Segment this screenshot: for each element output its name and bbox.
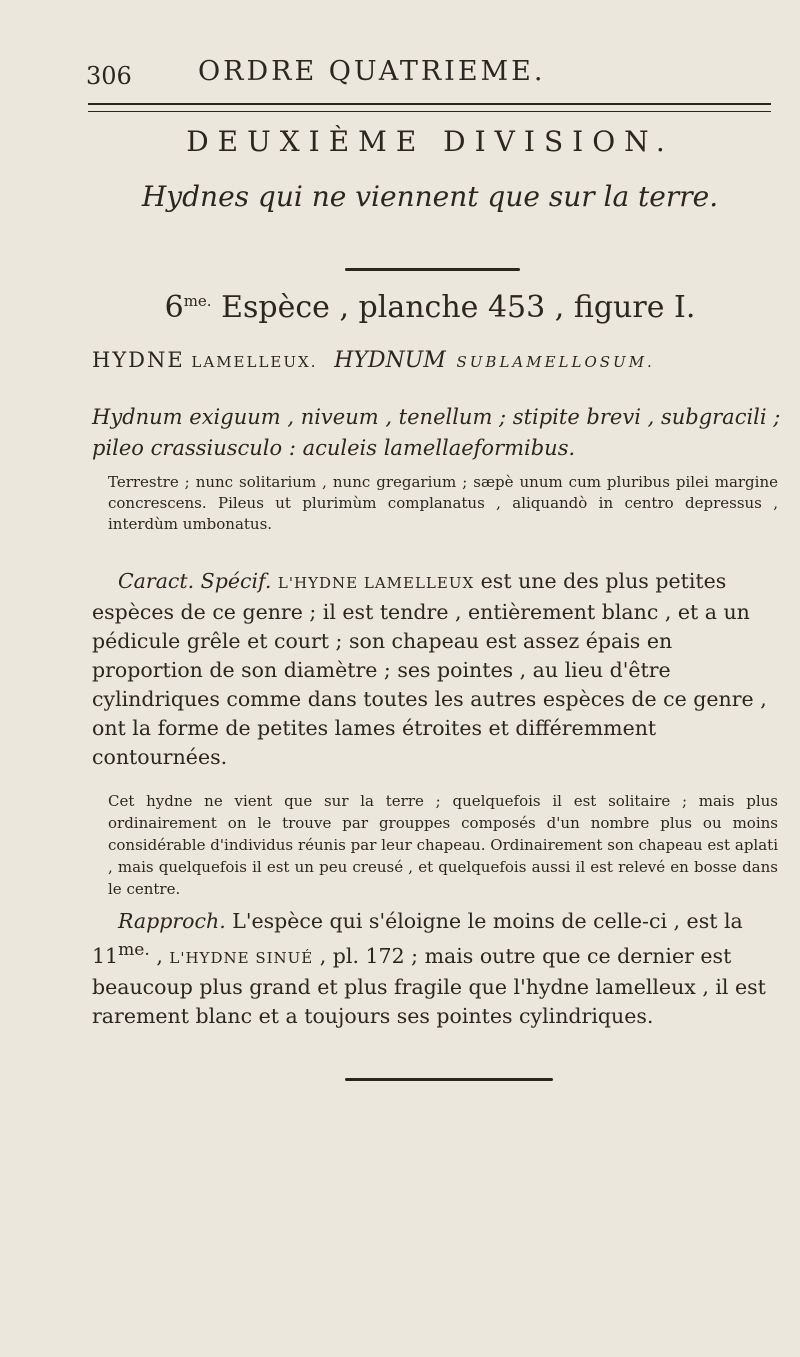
rapproch-ordinal-suffix: me. bbox=[118, 940, 150, 960]
latin-description-text: exiguum , niveum , tenellum ; stipite brevi , subgracili ; pileo crassiusculo : aculeis lamellaeformibus. bbox=[92, 405, 781, 460]
division-title: DEUXIÈME DIVISION. bbox=[186, 125, 674, 158]
running-head bbox=[86, 52, 766, 92]
french-genus: HYDNE bbox=[92, 348, 185, 372]
header-rule bbox=[88, 103, 771, 112]
rapproch-text-3: , pl. 172 ; mais outre que ce dernier est beaucoup plus grand et plus fragile que l'hydne lamelleux , il est rarement blanc et a toujours ses pointes cylindriques. bbox=[92, 943, 766, 1028]
caract-label: Caract. Spécif. bbox=[118, 569, 272, 593]
latin-description bbox=[92, 402, 782, 464]
caract-paragraph bbox=[92, 567, 782, 772]
latin-description-lead: Hydnum bbox=[92, 405, 183, 429]
french-epithet: LAMELLEUX. bbox=[191, 353, 318, 371]
species-ordinal: 6 bbox=[164, 290, 184, 325]
running-title: ORDRE QUATRIEME. bbox=[198, 56, 546, 87]
caract-text: est une des plus petites espèces de ce genre ; il est tendre , entièrement blanc , et a un pédicule grêle et court ; son chapeau est assez épais en proportion de son diamètre ; ses pointes , au lieu d'être cylindriques comme dans toutes les autres espèces de ce genre , ont la forme de petites lames étroites et différemment contournées. bbox=[92, 569, 767, 769]
rapproch-paragraph bbox=[92, 907, 782, 1031]
species-heading bbox=[100, 290, 760, 325]
division-subtitle: Hydnes qui ne viennent que sur la terre. bbox=[141, 180, 719, 213]
species-heading-rest: Espèce , planche 453 , figure I. bbox=[211, 290, 696, 325]
rapproch-text-1: L'espèce qui s'éloigne le moins de celle-ci , est la 11 bbox=[92, 909, 743, 968]
section-rule bbox=[345, 268, 520, 271]
species-ordinal-suffix: me. bbox=[183, 292, 212, 310]
page-number: 306 bbox=[86, 62, 132, 90]
rapproch-text-2: , bbox=[149, 943, 170, 968]
rapproch-label: Rapproch. bbox=[118, 909, 226, 933]
latin-genus: HYDNUM bbox=[334, 348, 446, 373]
caract-species-name: L'HYDNE LAMELLEUX bbox=[277, 574, 475, 592]
observation-paragraph: Cet hydne ne vient que sur la terre ; quelquefois il est solitaire ; mais plus ordinairement on le trouve par grouppes composés d'un nombre plus ou moins considérable d'individus réunis par leur chapeau. Ordinairement son chapeau est aplati , mais quelquefois il est un peu creusé , et quelquefois aussi il est relevé en bosse dans le centre. bbox=[108, 792, 778, 898]
latin-epithet: SUBLAMELLOSUM. bbox=[456, 353, 655, 371]
latin-notes: Terrestre ; nunc solitarium , nunc gregarium ; sæpè unum cum pluribus pilei margine concrescens. Pileus ut plurimùm complanatus , aliquandò in centro depressus , interdùm umbonatus. bbox=[108, 473, 778, 533]
closing-rule bbox=[345, 1078, 553, 1081]
rapproch-species-name: L'HYDNE SINUÉ bbox=[169, 948, 314, 967]
species-name-line bbox=[92, 348, 782, 373]
